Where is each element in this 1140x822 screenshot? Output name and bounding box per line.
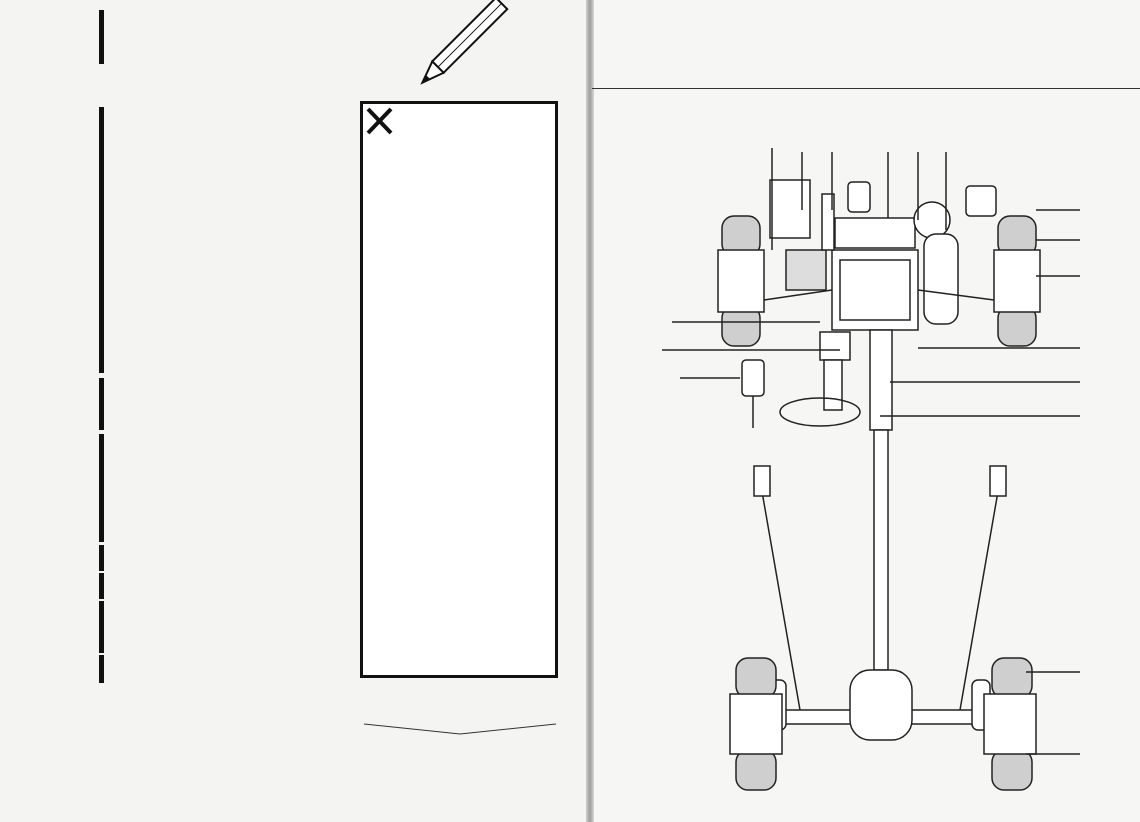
interval-bar-12000: [99, 378, 104, 430]
interval-bar-6000: [99, 107, 104, 373]
interval-bar-30000: [99, 573, 104, 599]
title-rule: [592, 88, 1140, 89]
maintenance-grid: [360, 101, 558, 678]
interval-bar-48000: [99, 655, 104, 683]
interval-bar-36000: [99, 601, 104, 653]
check-mark-x: [365, 106, 395, 136]
interval-bar-24000: [99, 545, 104, 571]
book-spine: [586, 0, 594, 822]
interval-bar-18000: [99, 434, 104, 542]
header-bar: [99, 10, 104, 64]
km-bracket: [362, 722, 558, 736]
chassis-diagram: [600, 110, 1130, 800]
